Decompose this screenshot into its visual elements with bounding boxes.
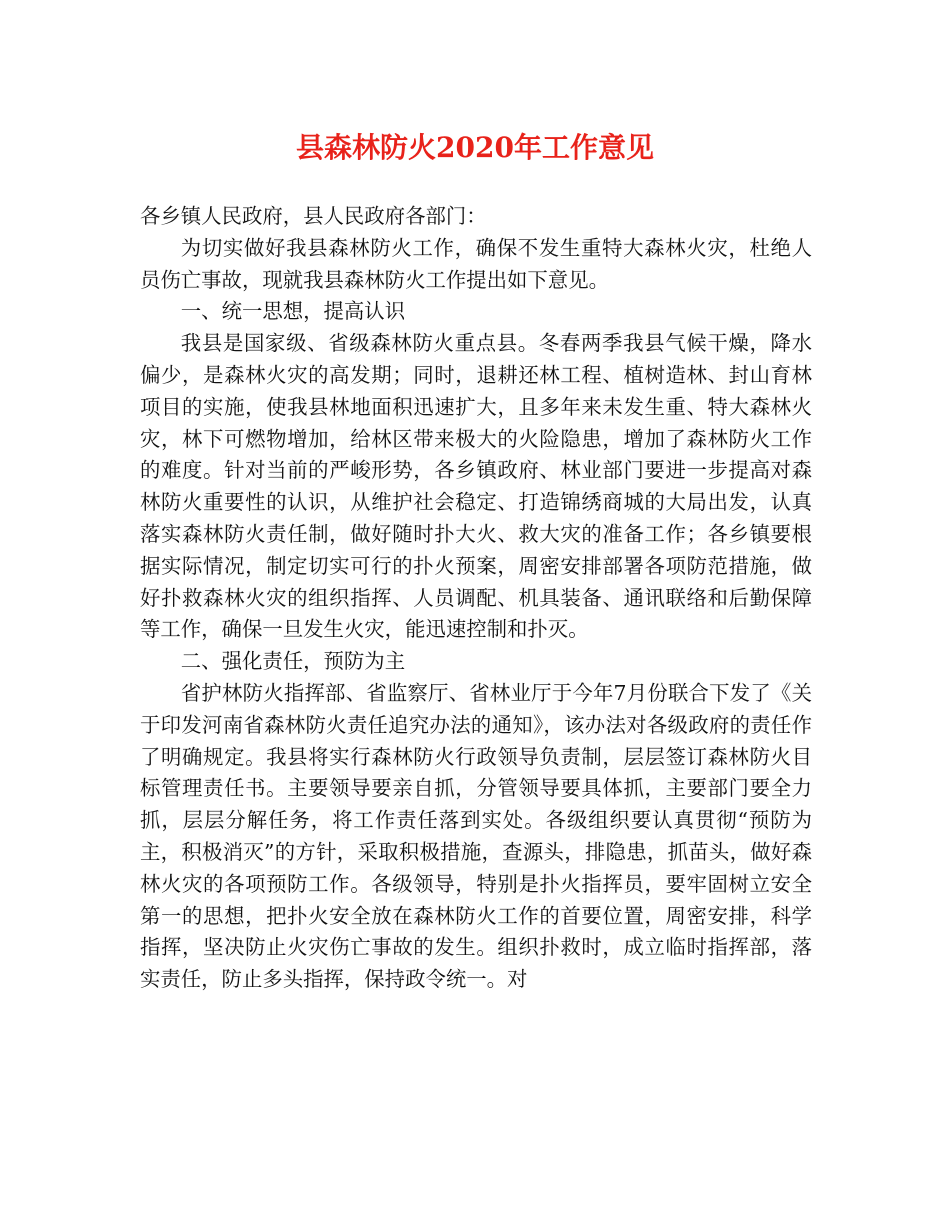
document-title: 县森林防火2020年工作意见	[296, 131, 654, 164]
section-heading-1: 一、统一思想，提高认识	[180, 299, 406, 324]
document-body	[140, 201, 812, 996]
section-2-paragraph: 省护林防火指挥部、省监察厅、省林业厅于今年7月份联合下发了《关于印发河南省森林防火责任追究办法的通知》，该办法对各级政府的责任作了明确规定。我县将实行森林防火行政领导负责制，层层签订森林防火目标管理责任书。主要领导要亲自抓，分管领导要具体抓，主要部门要全力抓，层层分解任务，将工作责任落到实处。各级组织要认真贯彻“预防为主，积极消灭”的方针，采取积极措施，查源头，排隐患，抓苗头，做好森林火灾的各项预防工作。各级领导，特别是扑火指挥员，要牢固树立安全第一的思想，把扑火安全放在森林防火工作的首要位置，周密安排，科学指挥，坚决防止火灾伤亡事故的发生。组织扑救时，成立临时指挥部，落实责任，防止多头指挥，保持政令统一。对	[140, 680, 812, 992]
intro-paragraph: 为切实做好我县森林防火工作，确保不发生重特大森林火灾，杜绝人员伤亡事故，现就我县森林防火工作提出如下意见。	[140, 235, 812, 292]
salutation: 各乡镇人民政府，县人民政府各部门：	[140, 204, 487, 228]
section-1-paragraph: 我县是国家级、省级森林防火重点县。冬春两季我县气候干燥，降水偏少，是森林火灾的高发期；同时，退耕还林工程、植树造林、封山育林项目的实施，使我县林地面积迅速扩大，且多年来未发生重、特大森林火灾，林下可燃物增加，给林区带来极大的火险隐患，增加了森林防火工作的难度。针对当前的严峻形势，各乡镇政府、林业部门要进一步提高对森林防火重要性的认识，从维护社会稳定、打造锦绣商城的大局出发，认真落实森林防火责任制，做好随时扑大火、救大灾的准备工作；各乡镇要根据实际情况，制定切实可行的扑火预案，周密安排部署各项防范措施，做好扑救森林火灾的组织指挥、人员调配、机具装备、通讯联络和后勤保障等工作，确保一旦发生火灾，能迅速控制和扑灭。	[140, 331, 812, 642]
section-heading-2: 二、强化责任，预防为主	[180, 649, 406, 674]
